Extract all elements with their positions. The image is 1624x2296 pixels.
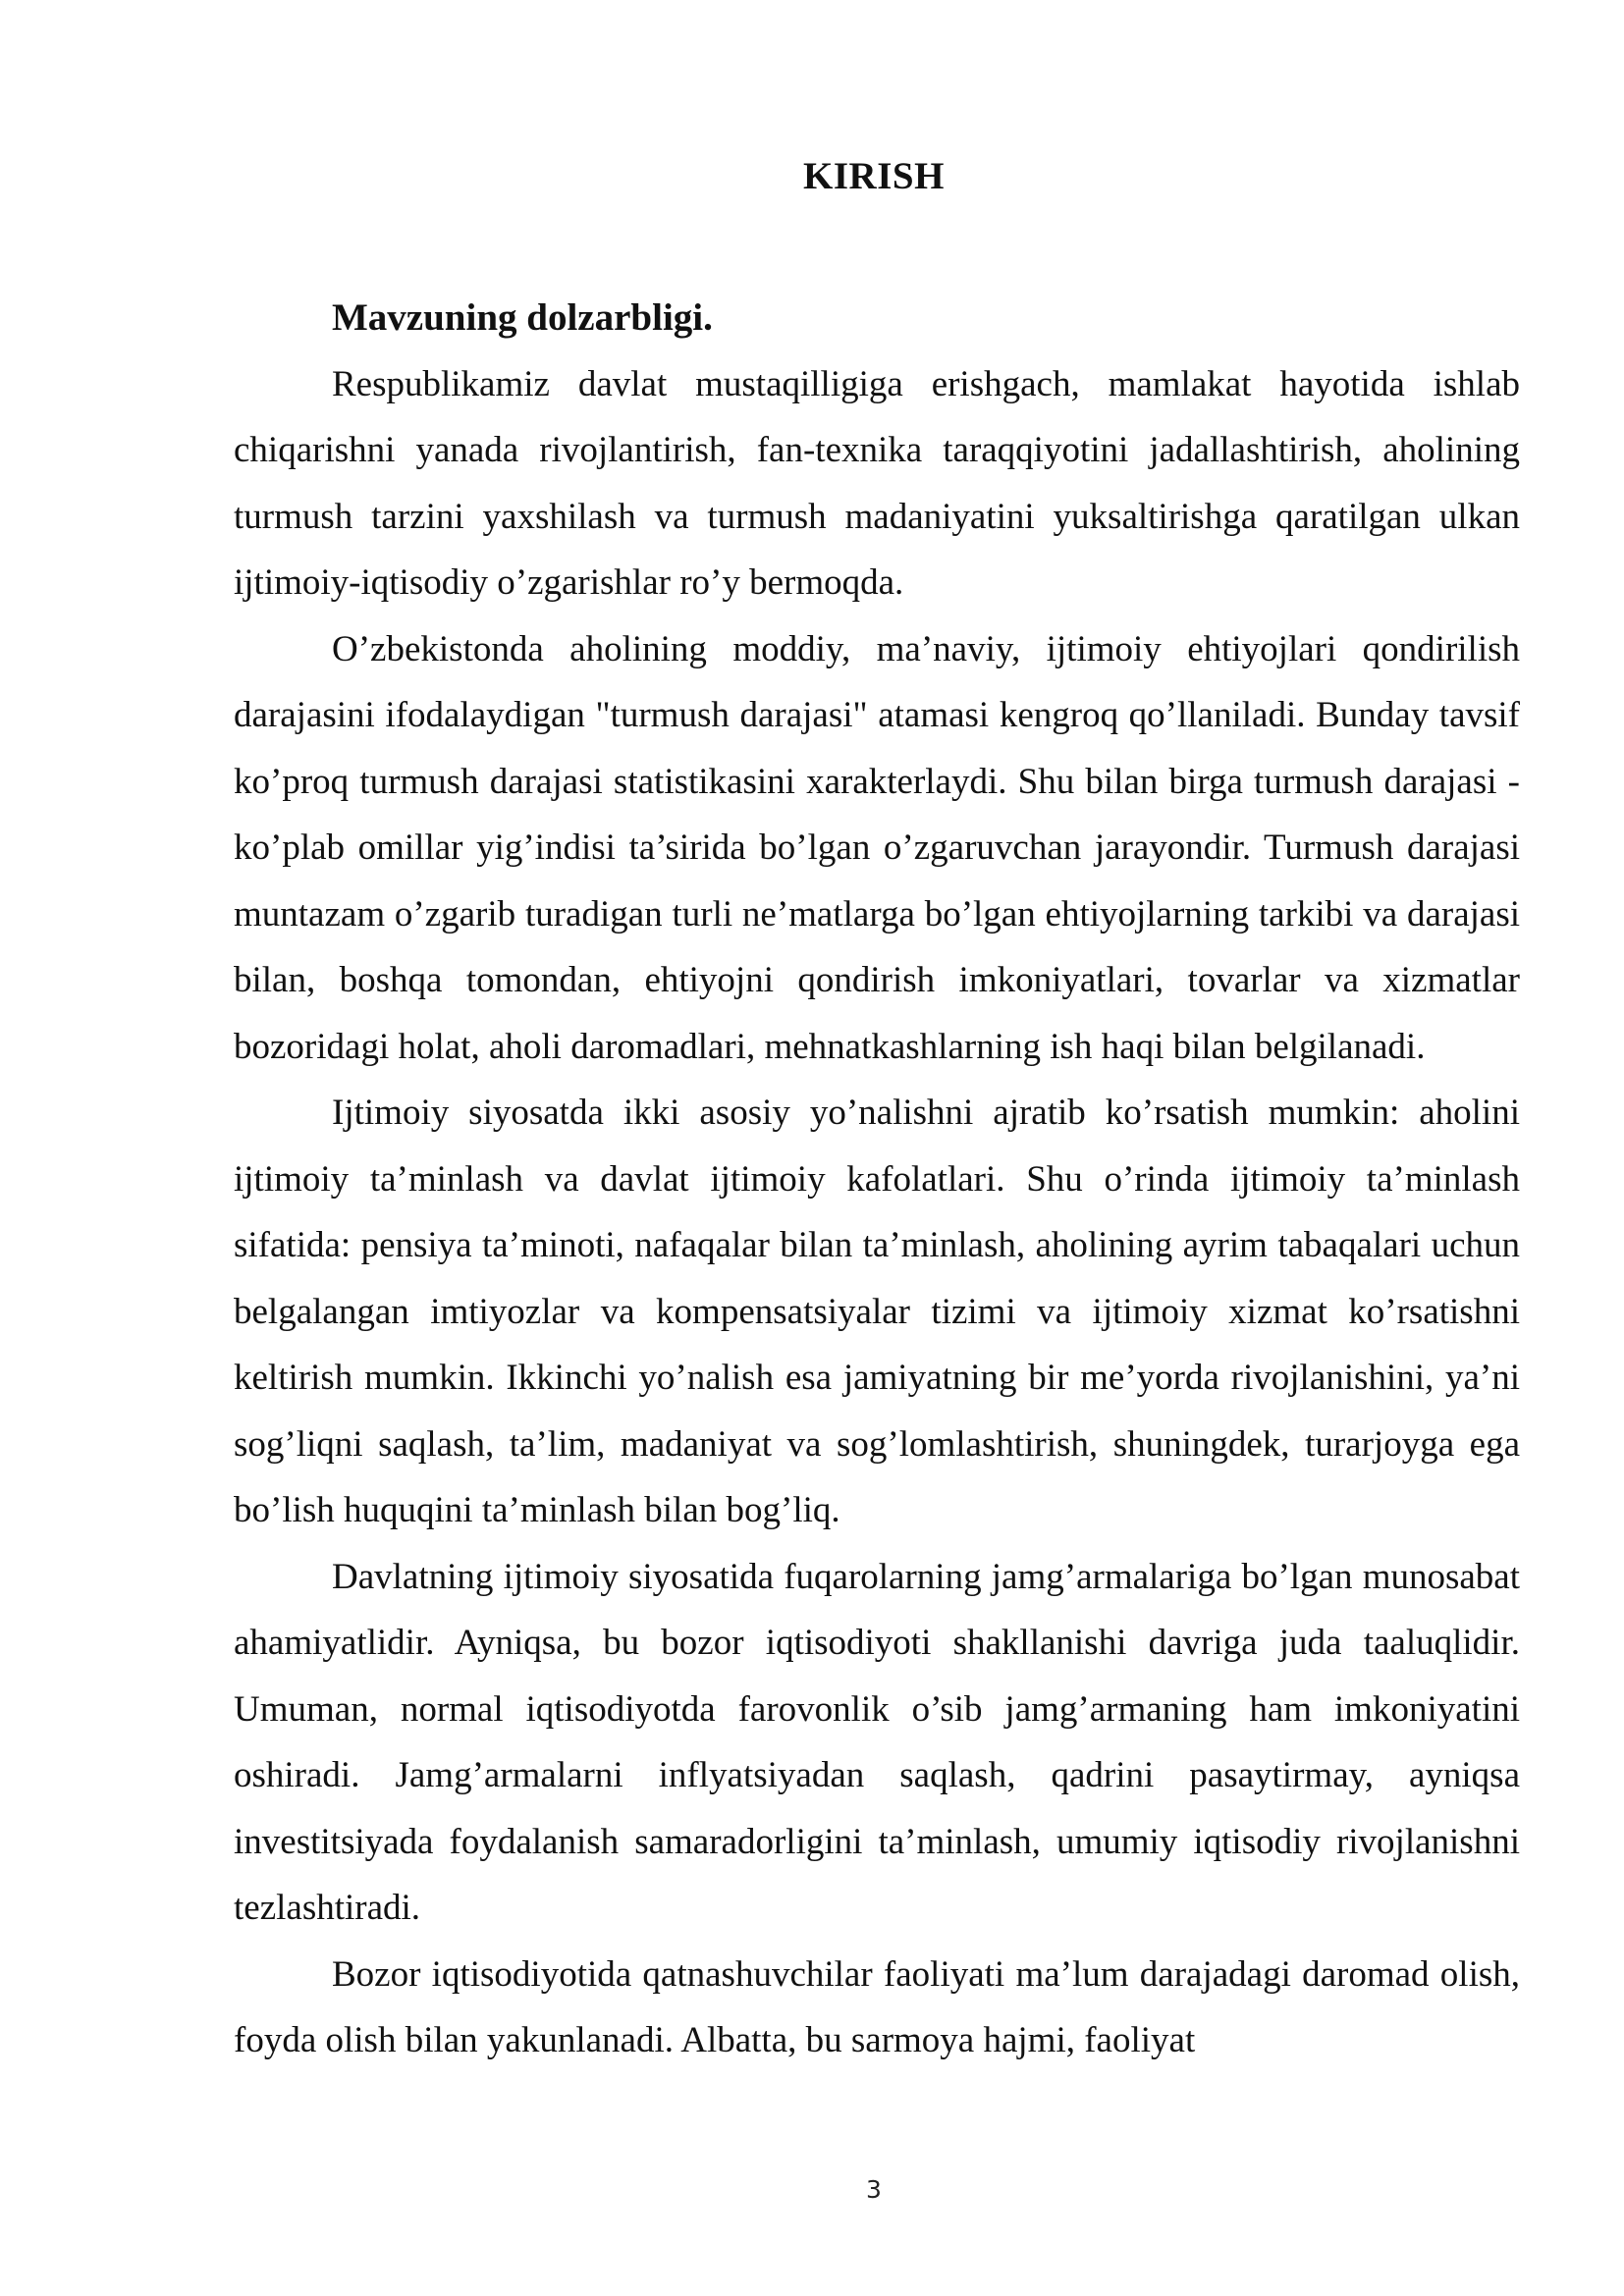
- paragraph: Respublikamiz davlat mustaqilligiga erishgach, mamlakat hayotida ishlab chiqarishni yanada rivojlantirish, fan-texnika taraqqiyotini jadallashtirish, aholining turmush tarzini yaxshilash va turmush madaniyatini yuksaltirishga qaratilgan ulkan ijtimoiy-iqtisodiy o’zgarishlar ro’y bermoqda.: [234, 363, 1520, 603]
- body-text: [234, 285, 1520, 2074]
- section-heading: Mavzuning dolzarbligi.: [332, 296, 713, 339]
- paragraph: Davlatning ijtimoiy siyosatida fuqarolarning jamg’armalariga bo’lgan munosabat ahamiyatlidir. Ayniqsa, bu bozor iqtisodiyoti shakllanishi davriga juda taaluqlidir. Umuman, normal iqtisodiyotda farovonlik o’sib jamg’armaning ham imkoniyatini oshiradi. Jamg’armalarni inflyatsiyadan saqlash, qadrini pasaytirmay, ayniqsa investitsiyada foydalanish samaradorligini ta’minlash, umumiy iqtisodiy rivojlanishni tezlashtiradi.: [234, 1556, 1520, 1928]
- page-number: 3: [866, 2175, 882, 2204]
- paragraph: Bozor iqtisodiyotida qatnashuvchilar faoliyati ma’lum darajadagi daromad olish, foyda olish bilan yakunlanadi. Albatta, bu sarmoya hajmi, faoliyat: [234, 1953, 1520, 2060]
- page-title: KIRISH: [803, 155, 945, 197]
- paragraph: Ijtimoiy siyosatda ikki asosiy yo’nalishni ajratib ko’rsatish mumkin: aholini ijtimoiy ta’minlash va davlat ijtimoiy kafolatlari. Shu o’rinda ijtimoiy ta’minlash sifatida: pensiya ta’minoti, nafaqalar bilan ta’minlash, aholining ayrim tabaqalari uchun belgalangan imtiyozlar va kompensatsiyalar tizimi va ijtimoiy xizmat ko’rsatishni keltirish mumkin. Ikkinchi yo’nalish esa jamiyatning bir me’yorda rivojlanishini, ya’ni sog’liqni saqlash, ta’lim, madaniyat va sog’lomlashtirish, shuningdek, turarjoyga ega bo’lish huquqini ta’minlash bilan bog’liq.: [234, 1093, 1520, 1530]
- paragraph: O’zbekistonda aholining moddiy, ma’naviy, ijtimoiy ehtiyojlari qondirilish darajasini ifodalaydigan "turmush darajasi" atamasi kengroq qo’llaniladi. Bunday tavsif ko’proq turmush darajasi statistikasini xarakterlaydi. Shu bilan birga turmush darajasi - ko’plab omillar yig’indisi ta’sirida bo’lgan o’zgaruvchan jarayondir. Turmush darajasi muntazam o’zgarib turadigan turli ne’matlarga bo’lgan ehtiyojlarning tarkibi va darajasi bilan, boshqa tomondan, ehtiyojni qondirish imkoniyatlari, tovarlar va xizmatlar bozoridagi holat, aholi daromadlari, mehnatkashlarning ish haqi bilan belgilanadi.: [234, 628, 1520, 1067]
